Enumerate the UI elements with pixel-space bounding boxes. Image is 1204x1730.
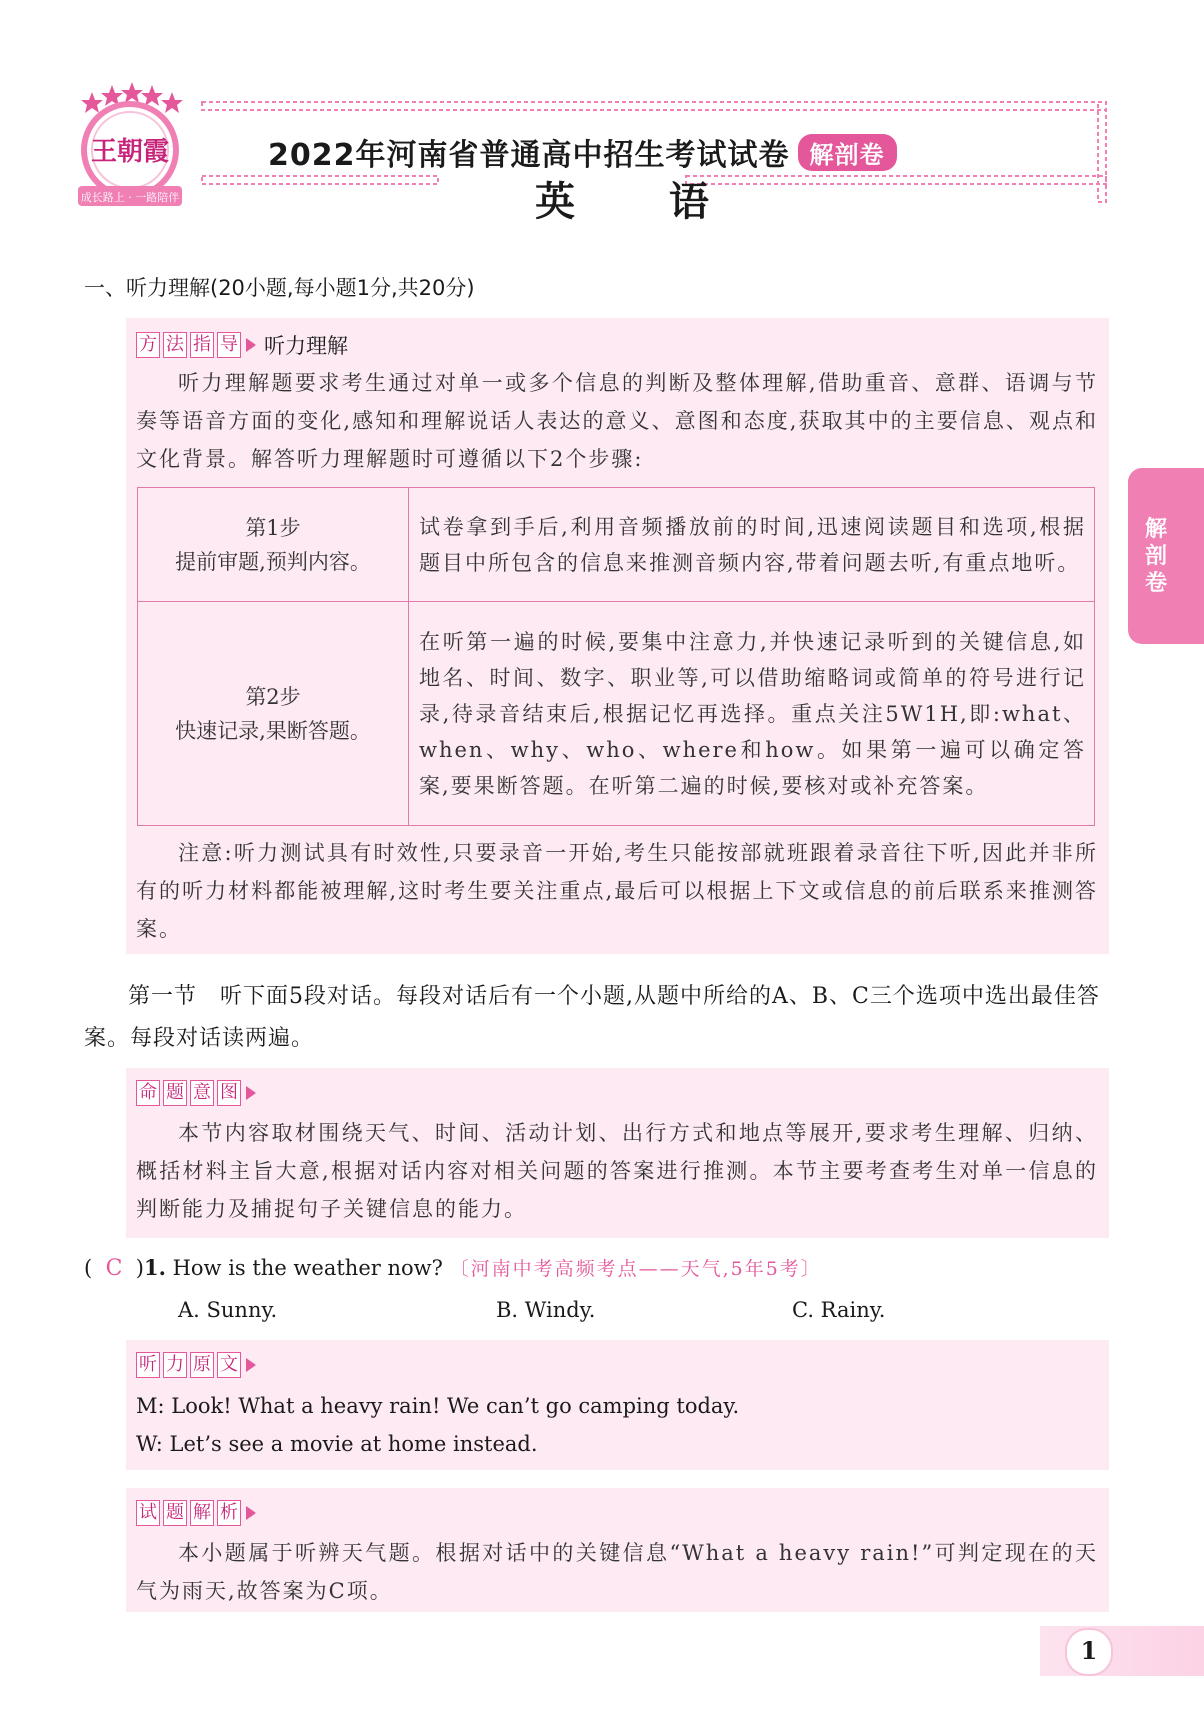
part1-instructions: 第一节 听下面5段对话。每段对话后有一个小题,从题中所给的A、B、C三个选项中选出最佳答案。每段对话读两遍。	[84, 984, 1100, 1051]
transcript-box	[126, 1340, 1109, 1470]
question-1	[84, 1254, 822, 1281]
option-b: B. Windy.	[496, 1298, 596, 1322]
question-number: 1.	[143, 1255, 166, 1280]
side-tab-char: 解	[1144, 517, 1167, 542]
section-heading: 一、听力理解(20小题,每小题1分,共20分)	[84, 276, 475, 300]
badge-char: 指	[190, 332, 214, 358]
side-tab-char: 卷	[1144, 571, 1167, 596]
steps-table	[137, 487, 1095, 826]
transcript-line: M: Look! What a heavy rain! We can’t go camping today.	[136, 1394, 740, 1418]
step-number: 第1步	[245, 515, 301, 540]
title-text: 2022年河南省普通高中招生考试试卷	[268, 138, 790, 173]
intent-text: 本节内容取材围绕天气、时间、活动计划、出行方式和地点等展开,要求考生理解、归纳、概括材料主旨大意,根据对话内容对相关问题的答案进行推测。本节主要考查考生对单一信息的判断能力及捕捉句子关键信息的能力。	[136, 1121, 1098, 1221]
analysis-box	[126, 1488, 1109, 1612]
page-number: 1	[1065, 1628, 1113, 1676]
method-guide-badge	[136, 330, 348, 360]
answer-value: C	[105, 1256, 123, 1281]
subject-title: 英 语	[535, 179, 749, 225]
logo-subtext: 成长路上 · 一路陪伴	[80, 191, 180, 204]
badge-char: 试	[136, 1500, 160, 1526]
badge-char: 方	[136, 332, 160, 358]
table-row	[138, 488, 1095, 602]
badge-char: 命	[136, 1080, 160, 1106]
question-text: How is the weather now?	[172, 1256, 443, 1280]
intent-badge	[136, 1080, 264, 1106]
badge-arrow-icon	[246, 1506, 256, 1520]
question-hint: 〔河南中考高频考点——天气,5年5考〕	[449, 1258, 822, 1280]
publisher-logo	[72, 82, 188, 212]
side-tab	[1128, 468, 1204, 644]
transcript-line: W: Let’s see a movie at home instead.	[136, 1432, 538, 1456]
badge-char: 法	[163, 332, 187, 358]
badge-char: 图	[217, 1080, 241, 1106]
method-intro: 听力理解题要求考生通过对单一或多个信息的判断及整体理解,借助重音、意群、语调与节奏等语音方面的变化,感知和理解说话人表达的意义、意图和态度,获取其中的主要信息、观点和文化背景。解答听力理解题时可遵循以下2个步骤:	[136, 371, 1098, 471]
transcript-badge	[136, 1352, 264, 1378]
analysis-text: 本小题属于听辨天气题。根据对话中的关键信息“What a heavy rain!”可判定现在的天气为雨天,故答案为C项。	[136, 1541, 1098, 1603]
badge-char: 析	[217, 1500, 241, 1526]
badge-char: 文	[217, 1352, 241, 1378]
step-description: 在听第一遍的时候,要集中注意力,并快速记录听到的关键信息,如地名、时间、数字、职业等,可以借助缩略词或简单的符号进行记录,待录音结束后,根据记忆再选择。重点关注5W1H,即:what、when、why、who、where和how。如果第一遍可以确定答案,要果断答题。在听第二遍的时候,要核对或补充答案。	[409, 602, 1095, 826]
badge-arrow-icon	[246, 338, 256, 352]
option-c: C. Rainy.	[792, 1298, 886, 1322]
step-name: 提前审题,预判内容。	[175, 549, 371, 574]
badge-char: 题	[163, 1500, 187, 1526]
page-title	[268, 130, 897, 174]
badge-char: 导	[217, 332, 241, 358]
step-key	[138, 488, 409, 602]
badge-char: 题	[163, 1080, 187, 1106]
logo-text: 王朝霞	[90, 137, 170, 167]
badge-char: 原	[190, 1352, 214, 1378]
badge-char: 意	[190, 1080, 214, 1106]
side-tab-char: 剖	[1144, 544, 1167, 569]
answer-paren: (	[84, 1256, 93, 1280]
step-description: 试卷拿到手后,利用音频播放前的时间,迅速阅读题目和选项,根据题目中所包含的信息来推测音频内容,带着问题去听,有重点地听。	[409, 488, 1095, 602]
badge-char: 解	[190, 1500, 214, 1526]
badge-arrow-icon	[246, 1086, 256, 1100]
answer-paren: )	[135, 1256, 144, 1280]
badge-label: 听力理解	[264, 334, 348, 358]
step-number: 第2步	[245, 684, 301, 709]
badge-arrow-icon	[246, 1358, 256, 1372]
badge-char: 听	[136, 1352, 160, 1378]
step-name: 快速记录,果断答题。	[175, 718, 371, 743]
badge-char: 力	[163, 1352, 187, 1378]
table-row	[138, 602, 1095, 826]
title-tag-badge: 解剖卷	[798, 134, 897, 171]
step-key	[138, 602, 409, 826]
method-note: 注意:听力测试具有时效性,只要录音一开始,考生只能按部就班跟着录音往下听,因此并非所有的听力材料都能被理解,这时考生要关注重点,最后可以根据上下文或信息的前后联系来推测答案。	[136, 841, 1098, 941]
intent-box	[126, 1068, 1109, 1238]
analysis-badge	[136, 1500, 264, 1526]
option-a: A. Sunny.	[178, 1298, 278, 1322]
